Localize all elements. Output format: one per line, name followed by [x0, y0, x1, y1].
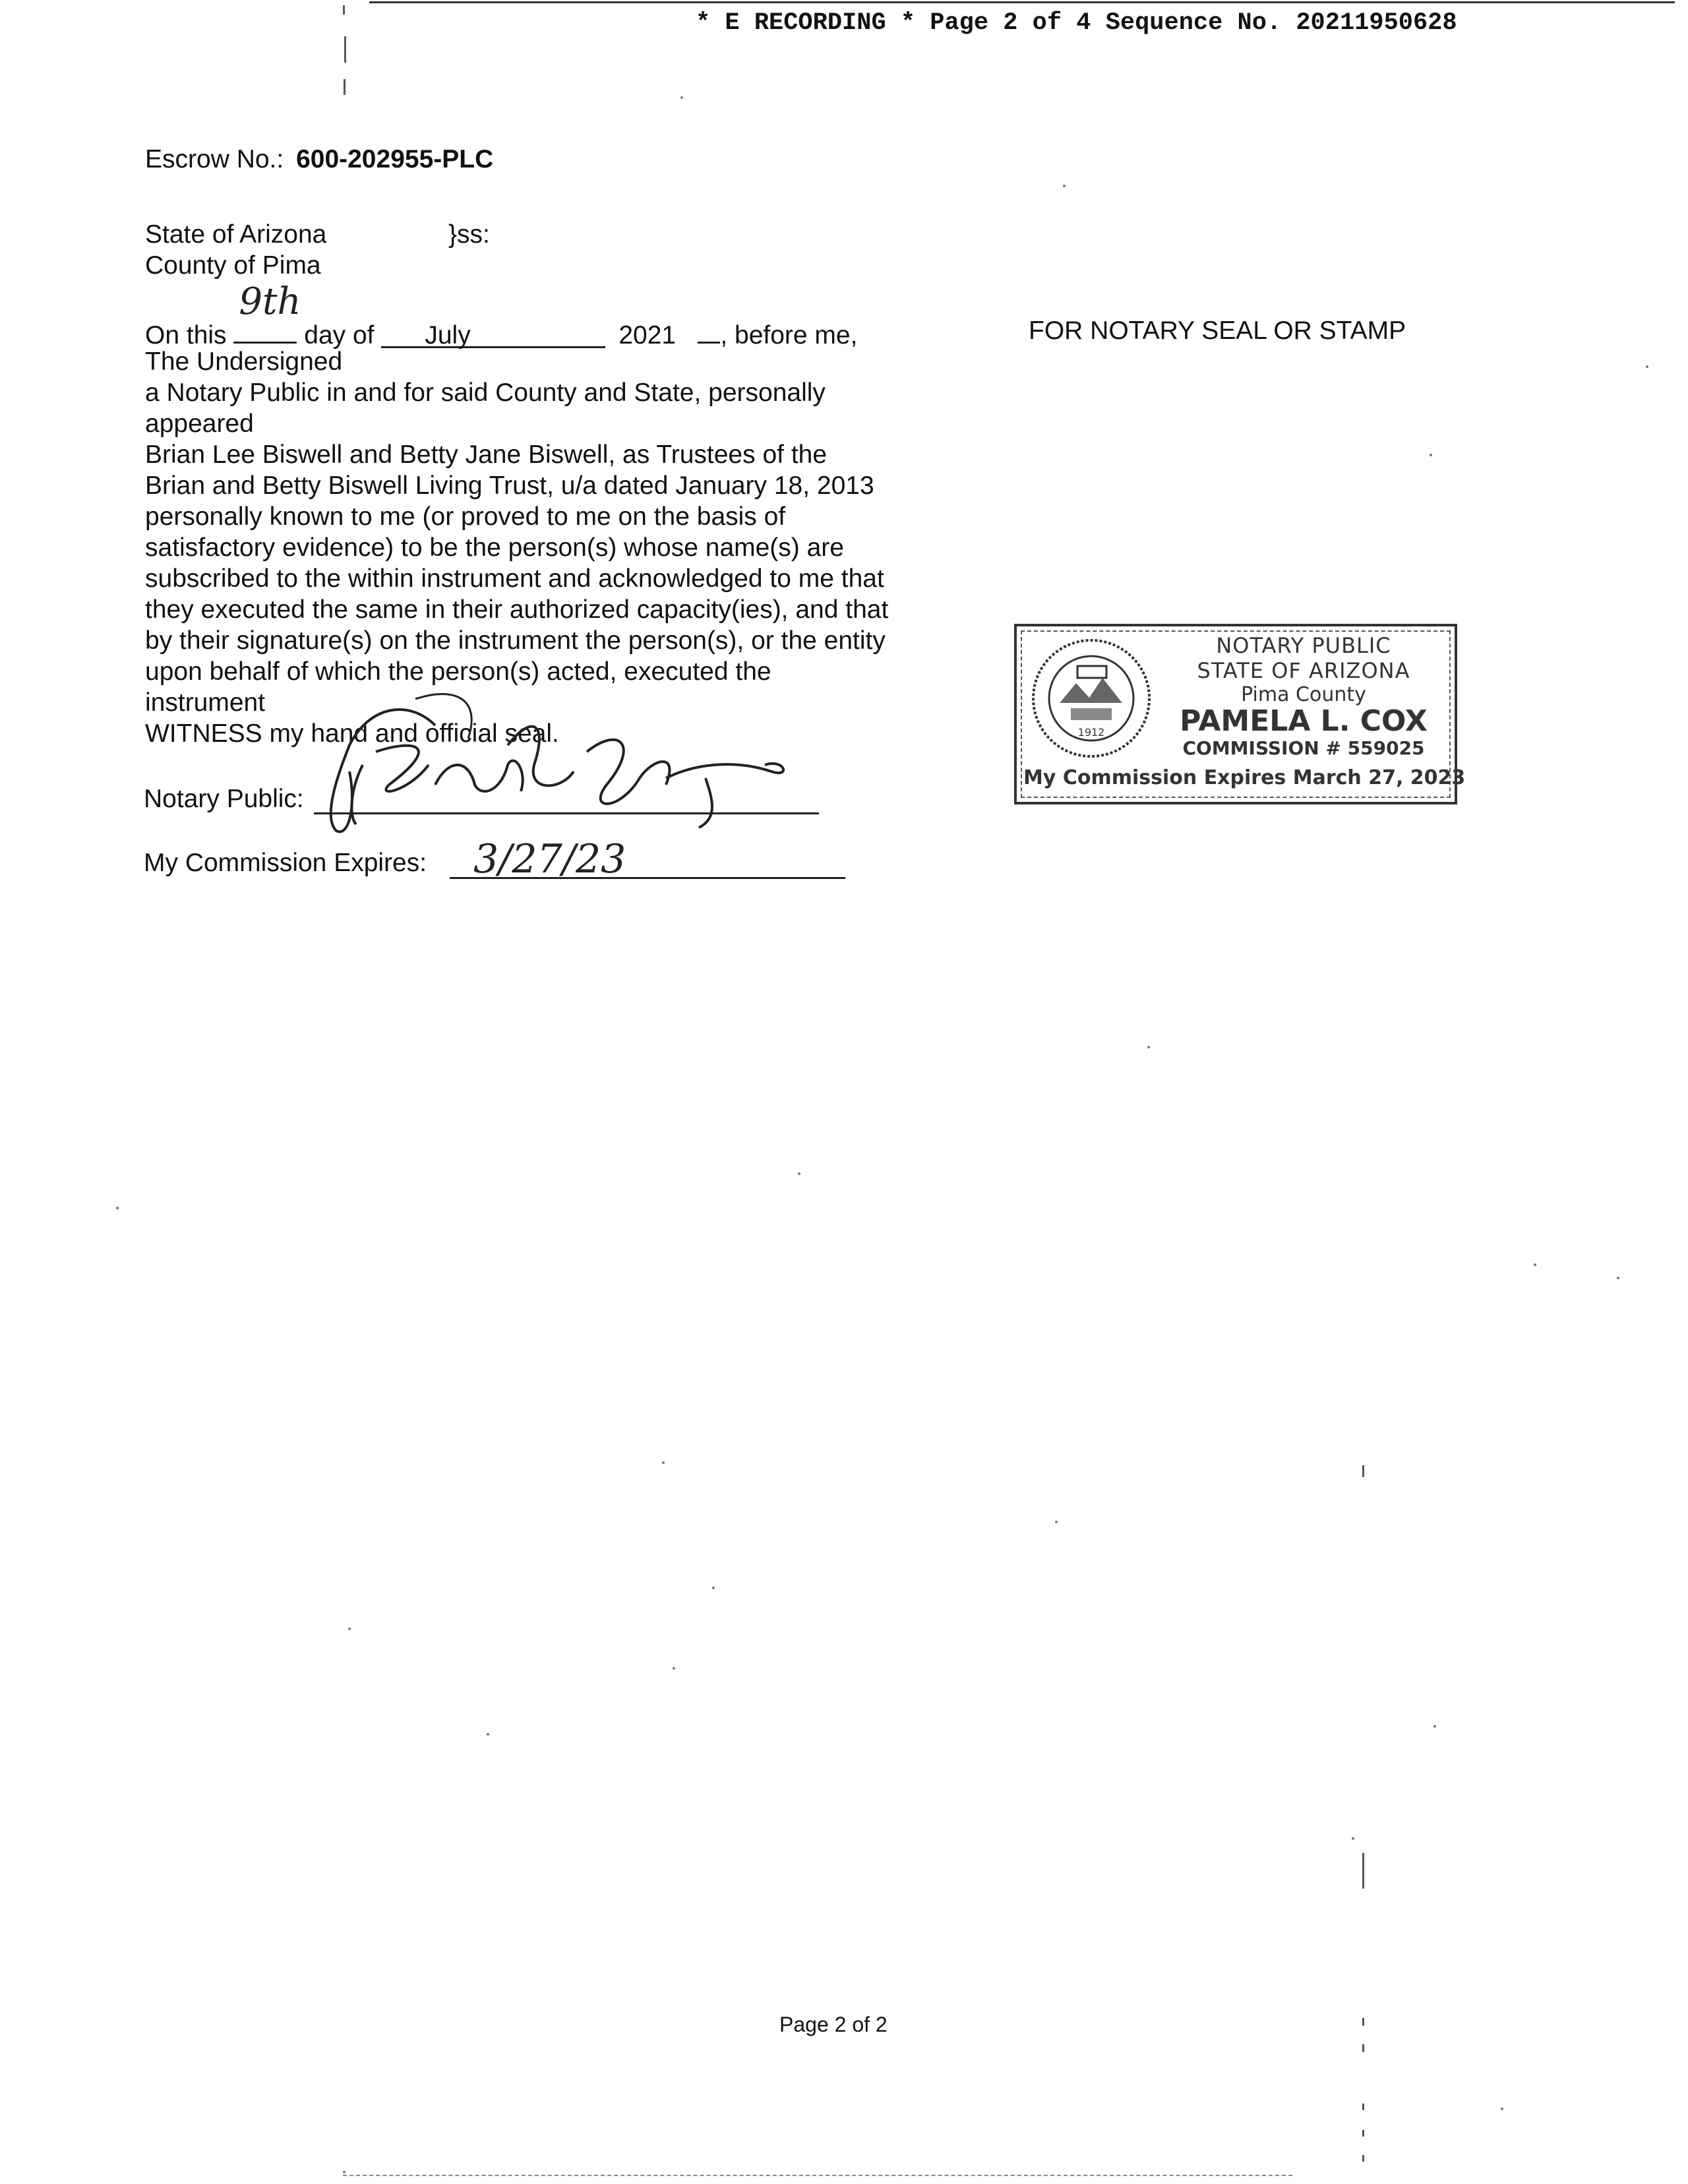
scan-speck: [1433, 1725, 1436, 1728]
scan-mark: [1362, 2155, 1364, 2162]
witness-line: WITNESS my hand and official seal.: [145, 719, 559, 748]
page-footer: Page 2 of 2: [779, 2013, 888, 2036]
stamp-line6: My Commission Expires March 27, 2023: [1023, 766, 1466, 789]
stamp-line1: NOTARY PUBLIC: [1216, 633, 1391, 658]
notary-public-label: Notary Public:: [144, 785, 304, 813]
venue-ss: }ss:: [448, 220, 490, 249]
ack-line: satisfactory evidence) to be the person(s) whose name(s) are: [145, 533, 844, 562]
scan-speck: [343, 2171, 346, 2173]
notary-signature: [310, 686, 811, 837]
scan-speck: [1147, 1046, 1150, 1048]
ack-line: upon behalf of which the person(s) acted, executed the: [145, 657, 771, 686]
ack-line: subscribed to the within instrument and acknowledged to me that: [145, 564, 884, 593]
scan-mark: [343, 5, 345, 15]
recording-header: * E RECORDING * Page 2 of 4 Sequence No. 20211950628: [696, 9, 1457, 37]
stamp-line5: COMMISSION # 559025: [1182, 737, 1425, 759]
scan-speck: [1617, 1277, 1619, 1279]
year-underscore: [698, 315, 720, 344]
scan-speck: [1055, 1521, 1058, 1523]
day-blank: [233, 280, 301, 344]
scan-mark: [344, 79, 346, 95]
scan-speck: [116, 1207, 119, 1209]
commission-handwritten: 3/27/23: [473, 836, 626, 882]
scan-mark: [1362, 2130, 1364, 2137]
ack-date-line: [145, 280, 858, 351]
scan-mark: [1362, 1853, 1364, 1889]
seal-year: 1912: [1077, 726, 1105, 739]
scan-mark: [1362, 2104, 1364, 2110]
month-blank: [381, 320, 605, 348]
scan-mark: [1362, 2044, 1364, 2052]
scan-speck: [1501, 2108, 1503, 2110]
scan-speck: [673, 1667, 675, 1670]
scan-mark: [344, 36, 346, 63]
scan-speck: [487, 1733, 489, 1736]
venue-state: State of Arizona: [145, 220, 327, 249]
seal-area-label: FOR NOTARY SEAL OR STAMP: [1029, 317, 1406, 345]
escrow-number: 600-202955-PLC: [296, 145, 494, 173]
scan-speck: [1646, 365, 1648, 368]
top-rule: [369, 1, 1675, 3]
commission-label: My Commission Expires:: [144, 849, 427, 877]
before-me-label: , before me,: [720, 321, 858, 349]
day-handwritten: 9th: [239, 280, 301, 323]
stamp-line3: Pima County: [1241, 683, 1366, 706]
notary-stamp: [1014, 624, 1466, 804]
scan-speck: [1534, 1263, 1536, 1266]
on-this-label: On this: [145, 321, 227, 349]
stamp-line2: STATE OF ARIZONA: [1197, 658, 1410, 683]
venue-county: County of Pima: [145, 251, 321, 280]
year-value: 2021: [618, 321, 677, 349]
scan-speck: [662, 1461, 665, 1464]
ack-line: personally known to me (or proved to me on the basis of: [145, 502, 786, 531]
scan-speck: [1063, 185, 1066, 187]
scan-mark: [1362, 1465, 1364, 1477]
year-blank: [605, 320, 698, 349]
ack-line: by their signature(s) on the instrument the person(s), or the entity: [145, 626, 886, 655]
ack-line: The Undersigned: [145, 348, 343, 376]
scan-speck: [1430, 454, 1432, 456]
scan-speck: [680, 96, 683, 99]
arizona-seal-icon: [1030, 637, 1153, 760]
scan-speck: [798, 1172, 800, 1175]
day-of-label: day of: [304, 321, 375, 349]
escrow-label: Escrow No.:: [145, 145, 284, 173]
ack-line: instrument: [145, 688, 266, 717]
scan-speck: [348, 1627, 351, 1630]
escrow-line: [145, 144, 493, 175]
ack-line: a Notary Public in and for said County and State, personally: [145, 379, 826, 407]
stamp-line4: PAMELA L. COX: [1180, 704, 1428, 738]
scan-mark: [1362, 2018, 1364, 2026]
ack-line: they executed the same in their authorized capacity(ies), and that: [145, 595, 889, 624]
ack-line: Brian Lee Biswell and Betty Jane Biswell, as Trustees of the: [145, 440, 828, 469]
ack-line: appeared: [145, 410, 254, 438]
bottom-scan-line: [343, 2175, 1292, 2176]
scan-speck: [1352, 1837, 1354, 1840]
scan-speck: [712, 1587, 715, 1589]
ack-line: Brian and Betty Biswell Living Trust, u/a dated January 18, 2013: [145, 471, 874, 500]
month-value: July: [425, 321, 471, 349]
